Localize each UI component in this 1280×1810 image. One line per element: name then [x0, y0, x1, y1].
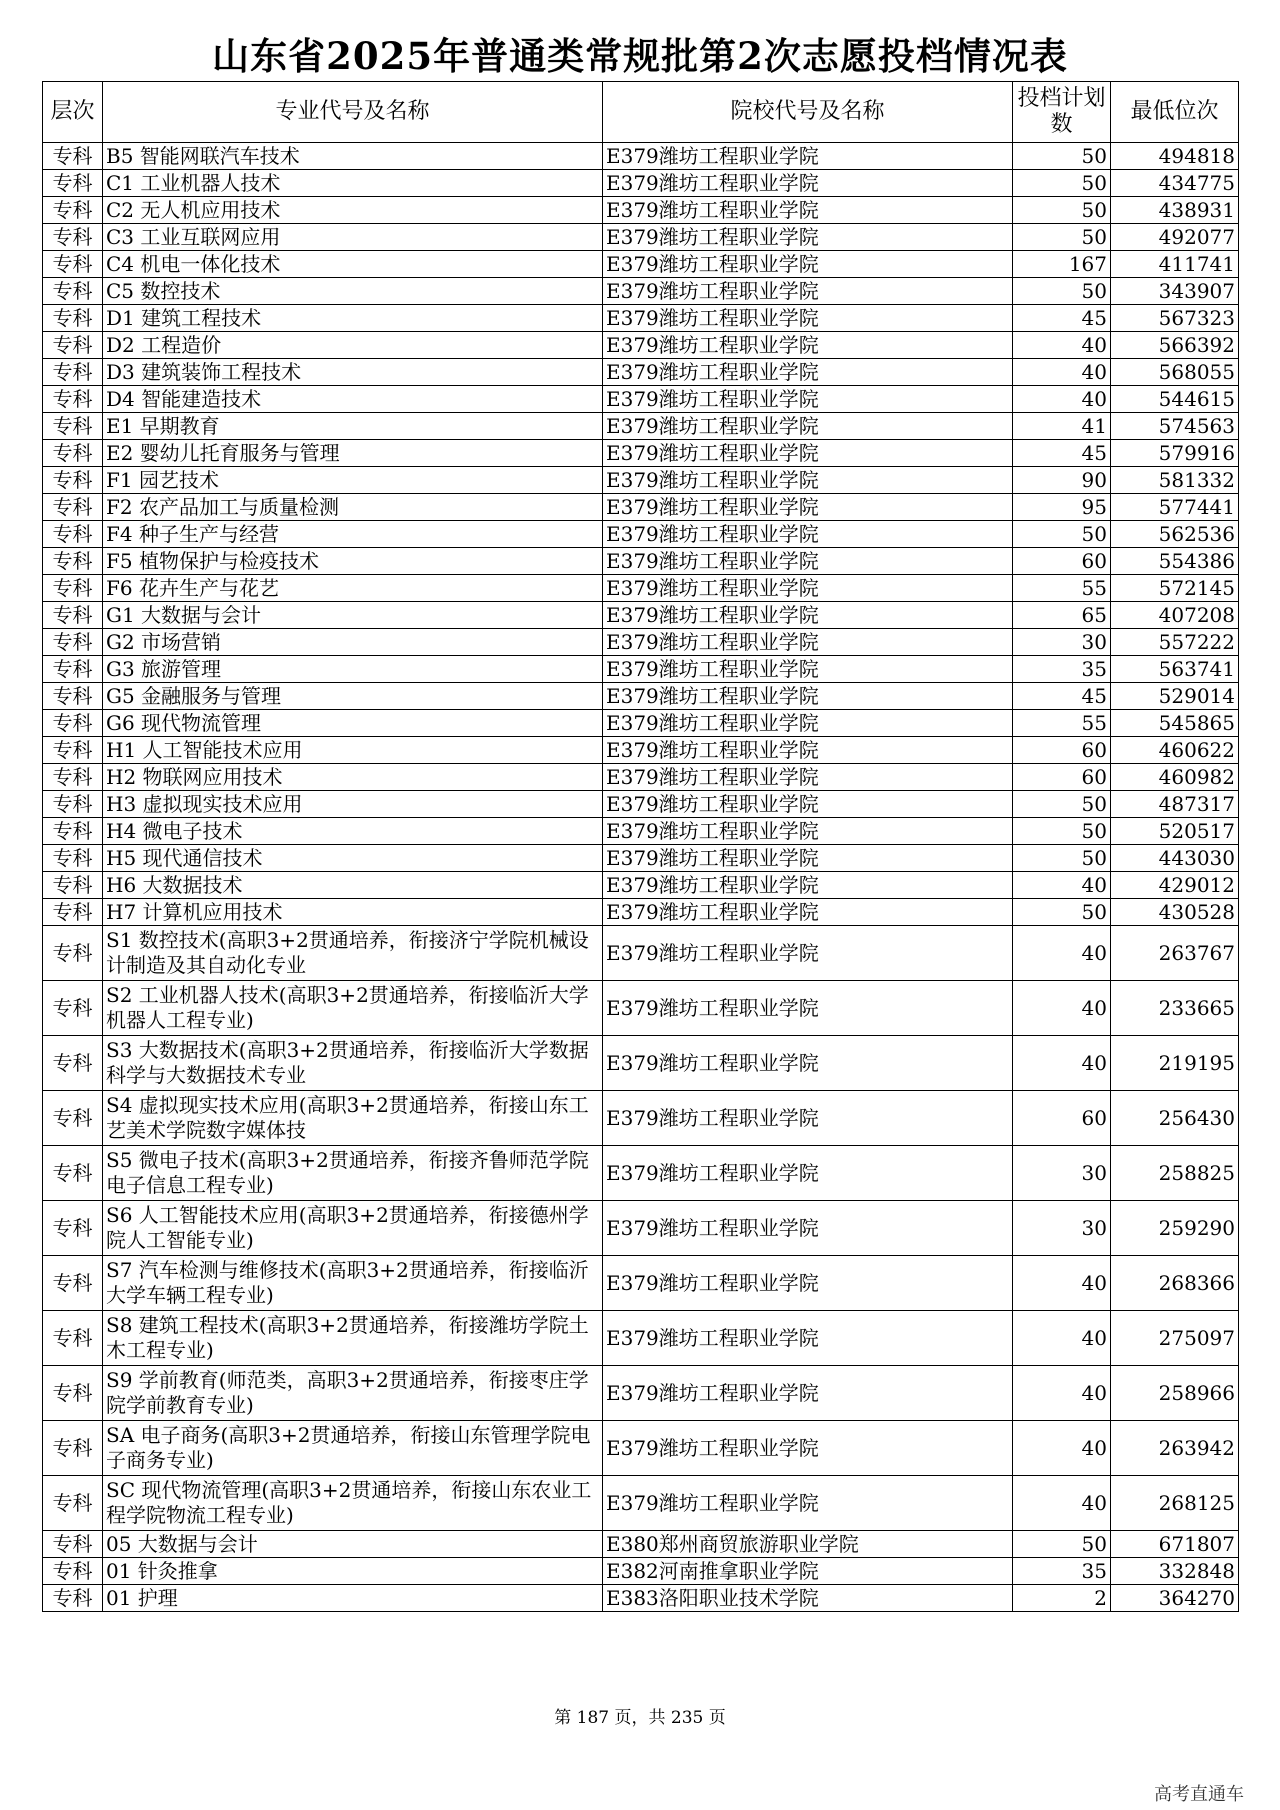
cell-rank: 407208: [1111, 602, 1239, 629]
cell-school: E379潍坊工程职业学院: [603, 521, 1013, 548]
cell-level: 专科: [43, 1531, 103, 1558]
table-row: [43, 575, 1239, 602]
cell-level: 专科: [43, 1256, 103, 1311]
cell-plan: 40: [1013, 1311, 1111, 1366]
table-row: [43, 791, 1239, 818]
cell-plan: 41: [1013, 413, 1111, 440]
cell-school: E383洛阳职业技术学院: [603, 1585, 1013, 1612]
table-row: [43, 1585, 1239, 1612]
cell-level: 专科: [43, 1146, 103, 1201]
table-row: [43, 467, 1239, 494]
cell-rank: 275097: [1111, 1311, 1239, 1366]
cell-school: E379潍坊工程职业学院: [603, 981, 1013, 1036]
cell-rank: 574563: [1111, 413, 1239, 440]
cell-major: S1 数控技术(高职3+2贯通培养，衔接济宁学院机械设计制造及其自动化专业: [103, 926, 603, 981]
cell-level: 专科: [43, 467, 103, 494]
cell-major: C2 无人机应用技术: [103, 197, 603, 224]
cell-rank: 557222: [1111, 629, 1239, 656]
cell-level: 专科: [43, 170, 103, 197]
cell-plan: 45: [1013, 440, 1111, 467]
cell-rank: 572145: [1111, 575, 1239, 602]
cell-level: 专科: [43, 143, 103, 170]
cell-level: 专科: [43, 521, 103, 548]
table-row: [43, 251, 1239, 278]
cell-rank: 568055: [1111, 359, 1239, 386]
cell-school: E379潍坊工程职业学院: [603, 1091, 1013, 1146]
cell-major: S9 学前教育(师范类，高职3+2贯通培养，衔接枣庄学院学前教育专业): [103, 1366, 603, 1421]
cell-major: G3 旅游管理: [103, 656, 603, 683]
cell-level: 专科: [43, 575, 103, 602]
table-row: [43, 494, 1239, 521]
header-school: 院校代号及名称: [603, 82, 1013, 143]
cell-school: E379潍坊工程职业学院: [603, 1421, 1013, 1476]
cell-rank: 520517: [1111, 818, 1239, 845]
cell-rank: 544615: [1111, 386, 1239, 413]
cell-plan: 60: [1013, 1091, 1111, 1146]
cell-plan: 35: [1013, 1558, 1111, 1585]
cell-rank: 233665: [1111, 981, 1239, 1036]
cell-rank: 460622: [1111, 737, 1239, 764]
cell-level: 专科: [43, 656, 103, 683]
cell-level: 专科: [43, 1366, 103, 1421]
cell-school: E379潍坊工程职业学院: [603, 602, 1013, 629]
cell-school: E379潍坊工程职业学院: [603, 1366, 1013, 1421]
cell-school: E379潍坊工程职业学院: [603, 386, 1013, 413]
table-row: [43, 548, 1239, 575]
cell-plan: 50: [1013, 143, 1111, 170]
cell-rank: 263942: [1111, 1421, 1239, 1476]
cell-school: E379潍坊工程职业学院: [603, 413, 1013, 440]
cell-rank: 430528: [1111, 899, 1239, 926]
table-row: [43, 1476, 1239, 1531]
cell-rank: 258825: [1111, 1146, 1239, 1201]
cell-level: 专科: [43, 440, 103, 467]
cell-major: S4 虚拟现实技术应用(高职3+2贯通培养，衔接山东工艺美术学院数字媒体技: [103, 1091, 603, 1146]
table-row: [43, 1256, 1239, 1311]
cell-major: H2 物联网应用技术: [103, 764, 603, 791]
cell-plan: 90: [1013, 467, 1111, 494]
cell-major: F4 种子生产与经营: [103, 521, 603, 548]
cell-rank: 219195: [1111, 1036, 1239, 1091]
cell-rank: 438931: [1111, 197, 1239, 224]
cell-major: SC 现代物流管理(高职3+2贯通培养，衔接山东农业工程学院物流工程专业): [103, 1476, 603, 1531]
cell-major: D1 建筑工程技术: [103, 305, 603, 332]
header-level: 层次: [43, 82, 103, 143]
cell-plan: 40: [1013, 1421, 1111, 1476]
cell-plan: 50: [1013, 224, 1111, 251]
cell-plan: 65: [1013, 602, 1111, 629]
cell-level: 专科: [43, 629, 103, 656]
cell-rank: 671807: [1111, 1531, 1239, 1558]
cell-school: E379潍坊工程职业学院: [603, 278, 1013, 305]
cell-plan: 50: [1013, 845, 1111, 872]
cell-rank: 256430: [1111, 1091, 1239, 1146]
cell-level: 专科: [43, 710, 103, 737]
cell-rank: 529014: [1111, 683, 1239, 710]
cell-school: E379潍坊工程职业学院: [603, 926, 1013, 981]
cell-major: 05 大数据与会计: [103, 1531, 603, 1558]
cell-level: 专科: [43, 305, 103, 332]
cell-rank: 562536: [1111, 521, 1239, 548]
cell-plan: 40: [1013, 1036, 1111, 1091]
cell-plan: 60: [1013, 764, 1111, 791]
table-row: [43, 926, 1239, 981]
cell-school: E379潍坊工程职业学院: [603, 656, 1013, 683]
table-row: [43, 1146, 1239, 1201]
cell-rank: 343907: [1111, 278, 1239, 305]
cell-major: C3 工业互联网应用: [103, 224, 603, 251]
cell-school: E379潍坊工程职业学院: [603, 737, 1013, 764]
cell-plan: 55: [1013, 710, 1111, 737]
cell-rank: 494818: [1111, 143, 1239, 170]
cell-plan: 30: [1013, 629, 1111, 656]
cell-plan: 30: [1013, 1201, 1111, 1256]
cell-major: 01 针灸推拿: [103, 1558, 603, 1585]
cell-rank: 563741: [1111, 656, 1239, 683]
cell-plan: 40: [1013, 1256, 1111, 1311]
cell-level: 专科: [43, 1558, 103, 1585]
cell-level: 专科: [43, 899, 103, 926]
cell-major: H7 计算机应用技术: [103, 899, 603, 926]
cell-major: E2 婴幼儿托育服务与管理: [103, 440, 603, 467]
table-body: [43, 143, 1239, 1612]
header-major: 专业代号及名称: [103, 82, 603, 143]
cell-plan: 50: [1013, 818, 1111, 845]
cell-school: E379潍坊工程职业学院: [603, 845, 1013, 872]
cell-level: 专科: [43, 926, 103, 981]
table-row: [43, 764, 1239, 791]
cell-rank: 460982: [1111, 764, 1239, 791]
cell-plan: 45: [1013, 683, 1111, 710]
cell-rank: 492077: [1111, 224, 1239, 251]
cell-plan: 50: [1013, 521, 1111, 548]
cell-rank: 487317: [1111, 791, 1239, 818]
cell-level: 专科: [43, 1476, 103, 1531]
table-row: [43, 197, 1239, 224]
cell-school: E379潍坊工程职业学院: [603, 764, 1013, 791]
cell-level: 专科: [43, 1201, 103, 1256]
table-row: [43, 710, 1239, 737]
cell-major: F2 农产品加工与质量检测: [103, 494, 603, 521]
cell-plan: 45: [1013, 305, 1111, 332]
cell-plan: 167: [1013, 251, 1111, 278]
cell-school: E379潍坊工程职业学院: [603, 170, 1013, 197]
cell-rank: 545865: [1111, 710, 1239, 737]
cell-school: E379潍坊工程职业学院: [603, 872, 1013, 899]
cell-plan: 40: [1013, 1476, 1111, 1531]
cell-rank: 566392: [1111, 332, 1239, 359]
cell-rank: 577441: [1111, 494, 1239, 521]
cell-school: E379潍坊工程职业学院: [603, 548, 1013, 575]
cell-plan: 40: [1013, 332, 1111, 359]
cell-school: E379潍坊工程职业学院: [603, 1256, 1013, 1311]
cell-major: E1 早期教育: [103, 413, 603, 440]
cell-major: F1 园艺技术: [103, 467, 603, 494]
cell-major: H1 人工智能技术应用: [103, 737, 603, 764]
table-row: [43, 602, 1239, 629]
table-row: [43, 170, 1239, 197]
cell-rank: 443030: [1111, 845, 1239, 872]
table-header-row: [43, 82, 1239, 143]
cell-rank: 268366: [1111, 1256, 1239, 1311]
table-row: [43, 872, 1239, 899]
cell-plan: 2: [1013, 1585, 1111, 1612]
cell-school: E379潍坊工程职业学院: [603, 1311, 1013, 1366]
cell-school: E379潍坊工程职业学院: [603, 494, 1013, 521]
cell-school: E379潍坊工程职业学院: [603, 575, 1013, 602]
cell-major: F6 花卉生产与花艺: [103, 575, 603, 602]
cell-rank: 364270: [1111, 1585, 1239, 1612]
cell-major: B5 智能网联汽车技术: [103, 143, 603, 170]
cell-school: E379潍坊工程职业学院: [603, 467, 1013, 494]
cell-school: E382河南推拿职业学院: [603, 1558, 1013, 1585]
table-row: [43, 413, 1239, 440]
cell-major: S2 工业机器人技术(高职3+2贯通培养，衔接临沂大学机器人工程专业): [103, 981, 603, 1036]
table-row: [43, 359, 1239, 386]
cell-plan: 40: [1013, 1366, 1111, 1421]
cell-plan: 50: [1013, 899, 1111, 926]
cell-plan: 40: [1013, 981, 1111, 1036]
cell-plan: 40: [1013, 926, 1111, 981]
cell-level: 专科: [43, 872, 103, 899]
cell-rank: 581332: [1111, 467, 1239, 494]
cell-level: 专科: [43, 1421, 103, 1476]
cell-rank: 332848: [1111, 1558, 1239, 1585]
cell-major: S7 汽车检测与维修技术(高职3+2贯通培养，衔接临沂大学车辆工程专业): [103, 1256, 603, 1311]
table-row: [43, 629, 1239, 656]
cell-level: 专科: [43, 764, 103, 791]
cell-rank: 268125: [1111, 1476, 1239, 1531]
cell-plan: 50: [1013, 197, 1111, 224]
cell-level: 专科: [43, 683, 103, 710]
cell-major: G5 金融服务与管理: [103, 683, 603, 710]
cell-major: G6 现代物流管理: [103, 710, 603, 737]
table-row: [43, 305, 1239, 332]
cell-plan: 35: [1013, 656, 1111, 683]
cell-major: H5 现代通信技术: [103, 845, 603, 872]
cell-major: H3 虚拟现实技术应用: [103, 791, 603, 818]
cell-rank: 567323: [1111, 305, 1239, 332]
cell-level: 专科: [43, 278, 103, 305]
table-row: [43, 1201, 1239, 1256]
cell-level: 专科: [43, 413, 103, 440]
table-row: [43, 332, 1239, 359]
cell-rank: 258966: [1111, 1366, 1239, 1421]
cell-plan: 40: [1013, 386, 1111, 413]
table-row: [43, 737, 1239, 764]
cell-level: 专科: [43, 224, 103, 251]
admission-table: [42, 81, 1239, 1612]
cell-plan: 60: [1013, 548, 1111, 575]
cell-rank: 434775: [1111, 170, 1239, 197]
cell-major: D3 建筑装饰工程技术: [103, 359, 603, 386]
cell-level: 专科: [43, 602, 103, 629]
cell-school: E379潍坊工程职业学院: [603, 143, 1013, 170]
cell-major: S6 人工智能技术应用(高职3+2贯通培养，衔接德州学院人工智能专业): [103, 1201, 603, 1256]
cell-school: E379潍坊工程职业学院: [603, 1146, 1013, 1201]
table-row: [43, 224, 1239, 251]
table-row: [43, 899, 1239, 926]
table-row: [43, 440, 1239, 467]
table-row: [43, 1421, 1239, 1476]
cell-school: E379潍坊工程职业学院: [603, 359, 1013, 386]
cell-major: D4 智能建造技术: [103, 386, 603, 413]
cell-level: 专科: [43, 548, 103, 575]
cell-level: 专科: [43, 332, 103, 359]
cell-school: E379潍坊工程职业学院: [603, 818, 1013, 845]
table-row: [43, 981, 1239, 1036]
header-plan: 投档计划数: [1013, 82, 1111, 143]
table-row: [43, 386, 1239, 413]
cell-major: C5 数控技术: [103, 278, 603, 305]
cell-level: 专科: [43, 359, 103, 386]
cell-major: S8 建筑工程技术(高职3+2贯通培养，衔接潍坊学院土木工程专业): [103, 1311, 603, 1366]
cell-rank: 259290: [1111, 1201, 1239, 1256]
table-row: [43, 1311, 1239, 1366]
cell-level: 专科: [43, 818, 103, 845]
table-row: [43, 1531, 1239, 1558]
cell-school: E379潍坊工程职业学院: [603, 251, 1013, 278]
cell-level: 专科: [43, 737, 103, 764]
cell-plan: 50: [1013, 791, 1111, 818]
table-row: [43, 521, 1239, 548]
table-row: [43, 278, 1239, 305]
cell-level: 专科: [43, 1036, 103, 1091]
cell-rank: 263767: [1111, 926, 1239, 981]
cell-school: E379潍坊工程职业学院: [603, 791, 1013, 818]
cell-level: 专科: [43, 1091, 103, 1146]
cell-rank: 411741: [1111, 251, 1239, 278]
cell-school: E379潍坊工程职业学院: [603, 1036, 1013, 1091]
cell-plan: 60: [1013, 737, 1111, 764]
cell-rank: 579916: [1111, 440, 1239, 467]
table-row: [43, 1036, 1239, 1091]
table-row: [43, 683, 1239, 710]
cell-school: E379潍坊工程职业学院: [603, 899, 1013, 926]
cell-major: SA 电子商务(高职3+2贯通培养，衔接山东管理学院电子商务专业): [103, 1421, 603, 1476]
cell-school: E380郑州商贸旅游职业学院: [603, 1531, 1013, 1558]
cell-major: F5 植物保护与检疫技术: [103, 548, 603, 575]
cell-major: C4 机电一体化技术: [103, 251, 603, 278]
cell-level: 专科: [43, 494, 103, 521]
cell-school: E379潍坊工程职业学院: [603, 1201, 1013, 1256]
cell-rank: 429012: [1111, 872, 1239, 899]
cell-plan: 50: [1013, 1531, 1111, 1558]
cell-major: H6 大数据技术: [103, 872, 603, 899]
cell-school: E379潍坊工程职业学院: [603, 710, 1013, 737]
cell-plan: 30: [1013, 1146, 1111, 1201]
cell-level: 专科: [43, 845, 103, 872]
cell-plan: 40: [1013, 872, 1111, 899]
cell-level: 专科: [43, 981, 103, 1036]
table-row: [43, 818, 1239, 845]
cell-school: E379潍坊工程职业学院: [603, 305, 1013, 332]
cell-major: S5 微电子技术(高职3+2贯通培养，衔接齐鲁师范学院电子信息工程专业): [103, 1146, 603, 1201]
cell-level: 专科: [43, 197, 103, 224]
cell-plan: 40: [1013, 359, 1111, 386]
page-title: 山东省2025年普通类常规批第2次志愿投档情况表: [212, 34, 1068, 78]
cell-rank: 554386: [1111, 548, 1239, 575]
cell-major: S3 大数据技术(高职3+2贯通培养，衔接临沂大学数据科学与大数据技术专业: [103, 1036, 603, 1091]
cell-level: 专科: [43, 251, 103, 278]
watermark: 高考直通车: [1154, 1784, 1244, 1805]
table-row: [43, 143, 1239, 170]
cell-level: 专科: [43, 791, 103, 818]
cell-major: H4 微电子技术: [103, 818, 603, 845]
cell-school: E379潍坊工程职业学院: [603, 224, 1013, 251]
cell-school: E379潍坊工程职业学院: [603, 1476, 1013, 1531]
page-footer: 第 187 页，共 235 页: [554, 1708, 726, 1728]
cell-school: E379潍坊工程职业学院: [603, 440, 1013, 467]
cell-major: G2 市场营销: [103, 629, 603, 656]
cell-plan: 50: [1013, 170, 1111, 197]
cell-plan: 95: [1013, 494, 1111, 521]
cell-major: 01 护理: [103, 1585, 603, 1612]
table-row: [43, 1366, 1239, 1421]
table-row: [43, 1091, 1239, 1146]
cell-major: D2 工程造价: [103, 332, 603, 359]
cell-school: E379潍坊工程职业学院: [603, 197, 1013, 224]
cell-major: G1 大数据与会计: [103, 602, 603, 629]
cell-school: E379潍坊工程职业学院: [603, 629, 1013, 656]
table-row: [43, 845, 1239, 872]
cell-plan: 50: [1013, 278, 1111, 305]
table-row: [43, 656, 1239, 683]
cell-plan: 55: [1013, 575, 1111, 602]
cell-level: 专科: [43, 1311, 103, 1366]
header-rank: 最低位次: [1111, 82, 1239, 143]
cell-school: E379潍坊工程职业学院: [603, 332, 1013, 359]
cell-level: 专科: [43, 1585, 103, 1612]
cell-school: E379潍坊工程职业学院: [603, 683, 1013, 710]
cell-major: C1 工业机器人技术: [103, 170, 603, 197]
table-row: [43, 1558, 1239, 1585]
cell-level: 专科: [43, 386, 103, 413]
